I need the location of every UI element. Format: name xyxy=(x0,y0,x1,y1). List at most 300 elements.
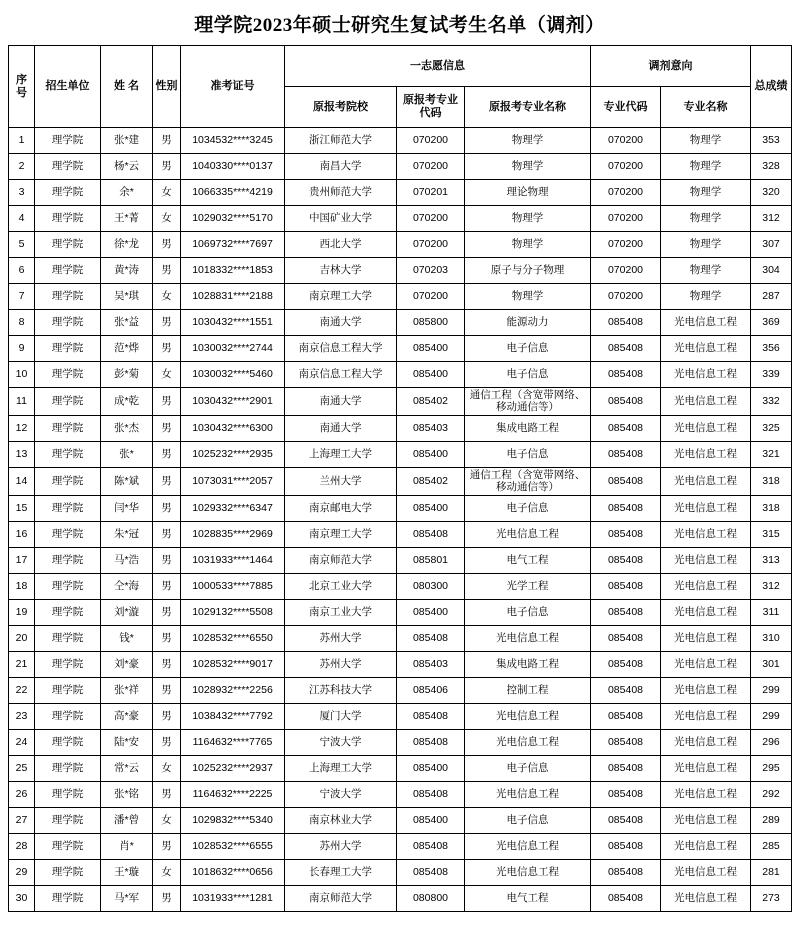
table-row xyxy=(9,362,792,388)
cell-index: 3 xyxy=(9,180,35,206)
cell-origin-school: 南京工业大学 xyxy=(285,599,397,625)
cell-sex: 男 xyxy=(153,781,181,807)
cell-origin-major-name: 光电信息工程 xyxy=(465,859,591,885)
cell-transfer-major-name: 光电信息工程 xyxy=(661,885,751,911)
cell-transfer-major-code: 085408 xyxy=(591,547,661,573)
table-row xyxy=(9,415,792,441)
cell-total-score: 304 xyxy=(751,258,792,284)
cell-sex: 男 xyxy=(153,128,181,154)
cell-transfer-major-name: 物理学 xyxy=(661,258,751,284)
cell-origin-school: 苏州大学 xyxy=(285,833,397,859)
cell-origin-major-name: 电子信息 xyxy=(465,336,591,362)
cell-origin-school: 贵州师范大学 xyxy=(285,180,397,206)
cell-name: 肖* xyxy=(101,833,153,859)
cell-origin-major-name: 光电信息工程 xyxy=(465,625,591,651)
table-row xyxy=(9,232,792,258)
cell-unit: 理学院 xyxy=(35,154,101,180)
cell-transfer-major-code: 085408 xyxy=(591,833,661,859)
cell-index: 20 xyxy=(9,625,35,651)
table-row xyxy=(9,729,792,755)
table-row xyxy=(9,284,792,310)
cell-total-score: 312 xyxy=(751,573,792,599)
table-row xyxy=(9,180,792,206)
cell-name: 朱*冠 xyxy=(101,521,153,547)
cell-total-score: 292 xyxy=(751,781,792,807)
cell-total-score: 311 xyxy=(751,599,792,625)
cell-sex: 男 xyxy=(153,729,181,755)
cell-origin-school: 南京信息工程大学 xyxy=(285,362,397,388)
cell-transfer-major-name: 物理学 xyxy=(661,154,751,180)
cell-origin-major-name: 物理学 xyxy=(465,206,591,232)
cell-origin-school: 宁波大学 xyxy=(285,729,397,755)
cell-transfer-major-code: 070200 xyxy=(591,206,661,232)
cell-card: 1164632****2225 xyxy=(181,781,285,807)
cell-sex: 男 xyxy=(153,441,181,467)
cell-sex: 男 xyxy=(153,547,181,573)
cell-index: 21 xyxy=(9,651,35,677)
cell-origin-major-name: 电气工程 xyxy=(465,885,591,911)
cell-name: 常*云 xyxy=(101,755,153,781)
cell-name: 黄*涛 xyxy=(101,258,153,284)
cell-unit: 理学院 xyxy=(35,232,101,258)
cell-total-score: 318 xyxy=(751,467,792,495)
table-row xyxy=(9,755,792,781)
cell-index: 16 xyxy=(9,521,35,547)
cell-origin-major-name: 电子信息 xyxy=(465,755,591,781)
col-group-header-first-choice: 一志愿信息 xyxy=(285,46,591,87)
cell-transfer-major-code: 085408 xyxy=(591,362,661,388)
cell-name: 潘*曾 xyxy=(101,807,153,833)
cell-transfer-major-name: 物理学 xyxy=(661,206,751,232)
cell-index: 30 xyxy=(9,885,35,911)
cell-total-score: 281 xyxy=(751,859,792,885)
cell-origin-school: 南通大学 xyxy=(285,310,397,336)
cell-unit: 理学院 xyxy=(35,180,101,206)
cell-card: 1018632****0656 xyxy=(181,859,285,885)
cell-index: 23 xyxy=(9,703,35,729)
cell-transfer-major-code: 085408 xyxy=(591,625,661,651)
cell-total-score: 285 xyxy=(751,833,792,859)
cell-origin-school: 南通大学 xyxy=(285,415,397,441)
cell-total-score: 273 xyxy=(751,885,792,911)
cell-origin-major-code: 085408 xyxy=(397,703,465,729)
cell-name: 张*建 xyxy=(101,128,153,154)
cell-unit: 理学院 xyxy=(35,495,101,521)
cell-unit: 理学院 xyxy=(35,729,101,755)
cell-unit: 理学院 xyxy=(35,467,101,495)
cell-sex: 男 xyxy=(153,573,181,599)
table-row xyxy=(9,625,792,651)
cell-card: 1028532****6550 xyxy=(181,625,285,651)
cell-transfer-major-name: 光电信息工程 xyxy=(661,336,751,362)
cell-name: 高*豪 xyxy=(101,703,153,729)
cell-sex: 男 xyxy=(153,833,181,859)
cell-total-score: 321 xyxy=(751,441,792,467)
cell-card: 1028532****6555 xyxy=(181,833,285,859)
cell-transfer-major-code: 085408 xyxy=(591,807,661,833)
cell-total-score: 296 xyxy=(751,729,792,755)
cell-origin-major-code: 085400 xyxy=(397,755,465,781)
cell-unit: 理学院 xyxy=(35,755,101,781)
cell-origin-school: 南京理工大学 xyxy=(285,284,397,310)
cell-transfer-major-code: 085408 xyxy=(591,521,661,547)
cell-origin-major-name: 电子信息 xyxy=(465,599,591,625)
cell-card: 1028835****2969 xyxy=(181,521,285,547)
cell-sex: 男 xyxy=(153,232,181,258)
cell-card: 1028831****2188 xyxy=(181,284,285,310)
cell-origin-major-code: 085402 xyxy=(397,467,465,495)
table-row xyxy=(9,547,792,573)
cell-total-score: 328 xyxy=(751,154,792,180)
table-row xyxy=(9,441,792,467)
cell-total-score: 315 xyxy=(751,521,792,547)
cell-unit: 理学院 xyxy=(35,547,101,573)
cell-transfer-major-code: 085408 xyxy=(591,729,661,755)
table-row xyxy=(9,310,792,336)
cell-transfer-major-code: 070200 xyxy=(591,128,661,154)
col-header-origin-school: 原报考院校 xyxy=(285,87,397,128)
cell-origin-major-name: 光电信息工程 xyxy=(465,703,591,729)
table-row xyxy=(9,573,792,599)
cell-card: 1029332****6347 xyxy=(181,495,285,521)
cell-total-score: 369 xyxy=(751,310,792,336)
cell-name: 王*菁 xyxy=(101,206,153,232)
cell-name: 范*烨 xyxy=(101,336,153,362)
cell-unit: 理学院 xyxy=(35,599,101,625)
cell-origin-major-name: 电气工程 xyxy=(465,547,591,573)
cell-total-score: 299 xyxy=(751,703,792,729)
cell-total-score: 295 xyxy=(751,755,792,781)
cell-total-score: 318 xyxy=(751,495,792,521)
cell-unit: 理学院 xyxy=(35,388,101,416)
cell-origin-major-code: 085403 xyxy=(397,415,465,441)
cell-unit: 理学院 xyxy=(35,310,101,336)
cell-index: 4 xyxy=(9,206,35,232)
cell-unit: 理学院 xyxy=(35,833,101,859)
col-header-index: 序号 xyxy=(9,46,35,128)
cell-origin-school: 南京信息工程大学 xyxy=(285,336,397,362)
cell-origin-major-code: 085801 xyxy=(397,547,465,573)
cell-transfer-major-code: 085408 xyxy=(591,885,661,911)
cell-transfer-major-code: 070200 xyxy=(591,180,661,206)
col-header-unit: 招生单位 xyxy=(35,46,101,128)
cell-origin-major-code: 085400 xyxy=(397,441,465,467)
cell-origin-major-code: 080300 xyxy=(397,573,465,599)
cell-index: 5 xyxy=(9,232,35,258)
cell-origin-school: 江苏科技大学 xyxy=(285,677,397,703)
table-row xyxy=(9,703,792,729)
cell-transfer-major-code: 085408 xyxy=(591,336,661,362)
col-header-transfer-major-code: 专业代码 xyxy=(591,87,661,128)
cell-name: 钱* xyxy=(101,625,153,651)
cell-origin-major-name: 能源动力 xyxy=(465,310,591,336)
table-row xyxy=(9,859,792,885)
cell-card: 1030432****6300 xyxy=(181,415,285,441)
cell-transfer-major-name: 光电信息工程 xyxy=(661,573,751,599)
header-row-top xyxy=(9,46,792,87)
cell-origin-major-code: 070200 xyxy=(397,154,465,180)
cell-card: 1025232****2937 xyxy=(181,755,285,781)
cell-card: 1029032****5170 xyxy=(181,206,285,232)
cell-index: 24 xyxy=(9,729,35,755)
cell-total-score: 320 xyxy=(751,180,792,206)
cell-sex: 男 xyxy=(153,885,181,911)
cell-unit: 理学院 xyxy=(35,206,101,232)
cell-card: 1031933****1281 xyxy=(181,885,285,911)
table-row xyxy=(9,807,792,833)
cell-transfer-major-name: 光电信息工程 xyxy=(661,729,751,755)
cell-origin-major-code: 070200 xyxy=(397,232,465,258)
cell-sex: 男 xyxy=(153,651,181,677)
table-row xyxy=(9,388,792,416)
cell-origin-school: 中国矿业大学 xyxy=(285,206,397,232)
cell-origin-school: 吉林大学 xyxy=(285,258,397,284)
cell-origin-school: 宁波大学 xyxy=(285,781,397,807)
cell-index: 22 xyxy=(9,677,35,703)
cell-transfer-major-code: 085408 xyxy=(591,677,661,703)
cell-origin-major-name: 光电信息工程 xyxy=(465,781,591,807)
cell-name: 张*祥 xyxy=(101,677,153,703)
cell-transfer-major-name: 光电信息工程 xyxy=(661,807,751,833)
cell-card: 1028532****9017 xyxy=(181,651,285,677)
cell-origin-major-code: 085408 xyxy=(397,859,465,885)
cell-index: 12 xyxy=(9,415,35,441)
cell-origin-major-name: 光学工程 xyxy=(465,573,591,599)
cell-transfer-major-code: 085408 xyxy=(591,859,661,885)
cell-origin-school: 南通大学 xyxy=(285,388,397,416)
col-header-origin-major-code: 原报考专业代码 xyxy=(397,87,465,128)
cell-index: 28 xyxy=(9,833,35,859)
cell-index: 19 xyxy=(9,599,35,625)
cell-origin-school: 南京邮电大学 xyxy=(285,495,397,521)
cell-card: 1030432****2901 xyxy=(181,388,285,416)
cell-transfer-major-name: 光电信息工程 xyxy=(661,859,751,885)
cell-sex: 男 xyxy=(153,625,181,651)
cell-origin-major-name: 光电信息工程 xyxy=(465,729,591,755)
table-row xyxy=(9,206,792,232)
cell-unit: 理学院 xyxy=(35,258,101,284)
cell-index: 2 xyxy=(9,154,35,180)
cell-unit: 理学院 xyxy=(35,703,101,729)
cell-origin-major-code: 085400 xyxy=(397,495,465,521)
cell-transfer-major-code: 070200 xyxy=(591,232,661,258)
candidate-roster-table xyxy=(8,45,792,912)
cell-sex: 女 xyxy=(153,755,181,781)
cell-origin-school: 上海理工大学 xyxy=(285,441,397,467)
cell-total-score: 287 xyxy=(751,284,792,310)
cell-sex: 男 xyxy=(153,258,181,284)
cell-origin-major-code: 085408 xyxy=(397,729,465,755)
table-row xyxy=(9,781,792,807)
col-header-transfer-major-name: 专业名称 xyxy=(661,87,751,128)
cell-unit: 理学院 xyxy=(35,859,101,885)
table-row xyxy=(9,128,792,154)
col-header-card: 准考证号 xyxy=(181,46,285,128)
cell-name: 陆*安 xyxy=(101,729,153,755)
cell-origin-major-name: 原子与分子物理 xyxy=(465,258,591,284)
cell-index: 14 xyxy=(9,467,35,495)
cell-origin-major-code: 070200 xyxy=(397,206,465,232)
cell-origin-major-name: 物理学 xyxy=(465,232,591,258)
cell-origin-major-name: 物理学 xyxy=(465,128,591,154)
cell-sex: 女 xyxy=(153,362,181,388)
cell-unit: 理学院 xyxy=(35,415,101,441)
cell-unit: 理学院 xyxy=(35,885,101,911)
cell-unit: 理学院 xyxy=(35,677,101,703)
cell-origin-major-code: 085408 xyxy=(397,625,465,651)
cell-name: 余* xyxy=(101,180,153,206)
cell-total-score: 313 xyxy=(751,547,792,573)
cell-index: 9 xyxy=(9,336,35,362)
cell-origin-major-name: 集成电路工程 xyxy=(465,651,591,677)
cell-origin-major-name: 光电信息工程 xyxy=(465,833,591,859)
col-header-origin-major-name: 原报考专业名称 xyxy=(465,87,591,128)
cell-card: 1018332****1853 xyxy=(181,258,285,284)
cell-transfer-major-code: 070200 xyxy=(591,154,661,180)
cell-origin-school: 北京工业大学 xyxy=(285,573,397,599)
cell-transfer-major-name: 物理学 xyxy=(661,284,751,310)
table-body xyxy=(9,128,792,912)
cell-transfer-major-code: 085408 xyxy=(591,415,661,441)
cell-origin-school: 南京师范大学 xyxy=(285,547,397,573)
cell-index: 10 xyxy=(9,362,35,388)
cell-unit: 理学院 xyxy=(35,651,101,677)
cell-card: 1038432****7792 xyxy=(181,703,285,729)
cell-name: 张*杰 xyxy=(101,415,153,441)
cell-unit: 理学院 xyxy=(35,284,101,310)
cell-transfer-major-code: 085408 xyxy=(591,467,661,495)
cell-name: 徐*龙 xyxy=(101,232,153,258)
cell-card: 1025232****2935 xyxy=(181,441,285,467)
cell-origin-school: 苏州大学 xyxy=(285,625,397,651)
cell-index: 29 xyxy=(9,859,35,885)
cell-index: 11 xyxy=(9,388,35,416)
cell-total-score: 325 xyxy=(751,415,792,441)
cell-name: 仝*海 xyxy=(101,573,153,599)
cell-unit: 理学院 xyxy=(35,625,101,651)
cell-origin-major-code: 085403 xyxy=(397,651,465,677)
cell-transfer-major-code: 085408 xyxy=(591,495,661,521)
table-row xyxy=(9,467,792,495)
cell-origin-major-name: 集成电路工程 xyxy=(465,415,591,441)
cell-origin-major-name: 通信工程（含宽带网络、移动通信等） xyxy=(465,467,591,495)
cell-transfer-major-code: 085408 xyxy=(591,755,661,781)
cell-origin-major-code: 085400 xyxy=(397,336,465,362)
cell-unit: 理学院 xyxy=(35,441,101,467)
cell-card: 1030032****2744 xyxy=(181,336,285,362)
cell-origin-major-code: 080800 xyxy=(397,885,465,911)
cell-origin-school: 南京林业大学 xyxy=(285,807,397,833)
cell-origin-major-code: 085400 xyxy=(397,807,465,833)
cell-origin-major-code: 070200 xyxy=(397,284,465,310)
cell-card: 1030432****1551 xyxy=(181,310,285,336)
table-row xyxy=(9,495,792,521)
cell-sex: 男 xyxy=(153,154,181,180)
cell-name: 王*璇 xyxy=(101,859,153,885)
cell-origin-school: 长春理工大学 xyxy=(285,859,397,885)
cell-card: 1030032****5460 xyxy=(181,362,285,388)
cell-card: 1029832****5340 xyxy=(181,807,285,833)
cell-origin-major-code: 085402 xyxy=(397,388,465,416)
cell-name: 成*乾 xyxy=(101,388,153,416)
cell-name: 闫*华 xyxy=(101,495,153,521)
cell-transfer-major-name: 光电信息工程 xyxy=(661,781,751,807)
cell-index: 1 xyxy=(9,128,35,154)
col-header-sex: 性别 xyxy=(153,46,181,128)
cell-origin-school: 南京理工大学 xyxy=(285,521,397,547)
cell-total-score: 339 xyxy=(751,362,792,388)
cell-total-score: 356 xyxy=(751,336,792,362)
cell-sex: 男 xyxy=(153,521,181,547)
cell-transfer-major-name: 光电信息工程 xyxy=(661,755,751,781)
cell-transfer-major-name: 光电信息工程 xyxy=(661,651,751,677)
table-row xyxy=(9,521,792,547)
cell-card: 1069732****7697 xyxy=(181,232,285,258)
cell-origin-school: 兰州大学 xyxy=(285,467,397,495)
cell-transfer-major-code: 085408 xyxy=(591,573,661,599)
cell-total-score: 289 xyxy=(751,807,792,833)
cell-origin-major-code: 085408 xyxy=(397,521,465,547)
cell-sex: 女 xyxy=(153,206,181,232)
cell-index: 15 xyxy=(9,495,35,521)
cell-origin-school: 南京师范大学 xyxy=(285,885,397,911)
table-row xyxy=(9,651,792,677)
cell-sex: 男 xyxy=(153,336,181,362)
cell-unit: 理学院 xyxy=(35,336,101,362)
cell-sex: 男 xyxy=(153,467,181,495)
cell-unit: 理学院 xyxy=(35,807,101,833)
cell-origin-major-name: 通信工程（含宽带网络、移动通信等） xyxy=(465,388,591,416)
cell-index: 27 xyxy=(9,807,35,833)
table-row xyxy=(9,336,792,362)
cell-origin-major-name: 控制工程 xyxy=(465,677,591,703)
cell-name: 马*浩 xyxy=(101,547,153,573)
cell-sex: 男 xyxy=(153,677,181,703)
cell-index: 6 xyxy=(9,258,35,284)
cell-transfer-major-code: 085408 xyxy=(591,781,661,807)
cell-origin-major-name: 电子信息 xyxy=(465,362,591,388)
cell-transfer-major-name: 光电信息工程 xyxy=(661,547,751,573)
cell-index: 25 xyxy=(9,755,35,781)
table-header xyxy=(9,46,792,128)
table-row xyxy=(9,833,792,859)
cell-origin-major-code: 085406 xyxy=(397,677,465,703)
cell-name: 刘*漩 xyxy=(101,599,153,625)
cell-sex: 男 xyxy=(153,310,181,336)
cell-origin-major-code: 070201 xyxy=(397,180,465,206)
cell-transfer-major-name: 光电信息工程 xyxy=(661,362,751,388)
cell-transfer-major-name: 光电信息工程 xyxy=(661,310,751,336)
cell-card: 1164632****7765 xyxy=(181,729,285,755)
cell-transfer-major-name: 光电信息工程 xyxy=(661,599,751,625)
cell-transfer-major-code: 085408 xyxy=(591,599,661,625)
cell-name: 张*铭 xyxy=(101,781,153,807)
cell-transfer-major-name: 光电信息工程 xyxy=(661,495,751,521)
cell-transfer-major-name: 光电信息工程 xyxy=(661,677,751,703)
cell-transfer-major-name: 光电信息工程 xyxy=(661,415,751,441)
cell-name: 杨*云 xyxy=(101,154,153,180)
cell-card: 1031933****1464 xyxy=(181,547,285,573)
cell-sex: 女 xyxy=(153,859,181,885)
cell-total-score: 310 xyxy=(751,625,792,651)
table-row xyxy=(9,677,792,703)
table-row xyxy=(9,885,792,911)
cell-index: 7 xyxy=(9,284,35,310)
col-group-header-transfer: 调剂意向 xyxy=(591,46,751,87)
cell-origin-major-name: 理论物理 xyxy=(465,180,591,206)
cell-sex: 男 xyxy=(153,599,181,625)
cell-sex: 男 xyxy=(153,703,181,729)
